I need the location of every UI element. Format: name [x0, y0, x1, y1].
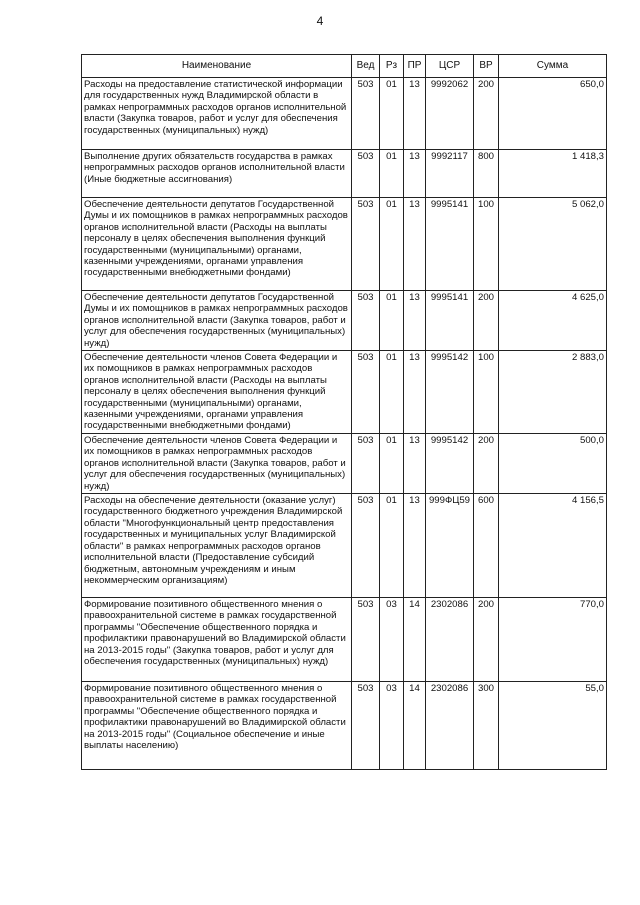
- table-row: [82, 291, 607, 351]
- row-rz: 01: [380, 78, 404, 150]
- row-rz: 01: [380, 150, 404, 198]
- row-rz: 01: [380, 351, 404, 434]
- header-pr: ПР: [404, 55, 426, 78]
- row-rz: 01: [380, 198, 404, 291]
- row-vr: 100: [474, 351, 499, 434]
- row-rz: 01: [380, 291, 404, 351]
- header-csr: ЦСР: [426, 55, 474, 78]
- row-pr: 13: [404, 78, 426, 150]
- table-row: [82, 434, 607, 494]
- row-ved: 503: [352, 682, 380, 770]
- row-pr: 13: [404, 494, 426, 598]
- row-ved: 503: [352, 78, 380, 150]
- row-pr: 13: [404, 150, 426, 198]
- header-ved: Вед: [352, 55, 380, 78]
- header-rz: Рз: [380, 55, 404, 78]
- row-name: Обеспечение деятельности депутатов Государственной Думы и их помощников в рамках непрограммных расходов органов исполнительной власти (Закупка товаров, работ и услуг для обеспечения государственных (муниципальных) нужд): [82, 291, 352, 351]
- row-name: Обеспечение деятельности членов Совета Федерации и их помощников в рамках непрограммных расходов органов исполнительной власти (Закупка товаров, работ и услуг для обеспечения государственных (муниципальных) нужд): [82, 434, 352, 494]
- row-pr: 14: [404, 598, 426, 682]
- row-csr: 9995142: [426, 351, 474, 434]
- row-pr: 14: [404, 682, 426, 770]
- page-number: 4: [316, 14, 324, 28]
- row-name: Расходы на предоставление статистической информации для государственных нужд Владимирской области в рамках непрограммных расходов органов исполнительной власти (Закупка товаров, работ и услуг для обеспечения государственных (муниципальных) нужд): [82, 78, 352, 150]
- row-pr: 13: [404, 291, 426, 351]
- table-row: [82, 598, 607, 682]
- row-ved: 503: [352, 494, 380, 598]
- table-row: [82, 198, 607, 291]
- row-sum: 650,0: [499, 78, 607, 150]
- row-name: Формирование позитивного общественного мнения о правоохранительной системе в рамках государственной программы "Обеспечение общественного порядка и профилактики правонарушений во Владимирской области на 2013-2015 годы" (Закупка товаров, работ и услуг для обеспечения государственных (муниципальных) нужд): [82, 598, 352, 682]
- row-rz: 03: [380, 598, 404, 682]
- row-ved: 503: [352, 351, 380, 434]
- row-ved: 503: [352, 291, 380, 351]
- row-vr: 200: [474, 434, 499, 494]
- row-ved: 503: [352, 150, 380, 198]
- row-sum: 4 625,0: [499, 291, 607, 351]
- row-name: Обеспечение деятельности членов Совета Федерации и их помощников в рамках непрограммных расходов органов исполнительной власти (Расходы на выплаты персоналу в целях обеспечения выполнения функций государственными (муниципальными) органами, казенными учреждениями, органами управления государственными внебюджетными фондами): [82, 351, 352, 434]
- table-row: [82, 150, 607, 198]
- row-vr: 600: [474, 494, 499, 598]
- header-sum: Сумма: [499, 55, 607, 78]
- row-vr: 100: [474, 198, 499, 291]
- row-pr: 13: [404, 351, 426, 434]
- row-name: Выполнение других обязательств государства в рамках непрограммных расходов органов исполнительной власти (Иные бюджетные ассигнования): [82, 150, 352, 198]
- header-vr: ВР: [474, 55, 499, 78]
- row-pr: 13: [404, 434, 426, 494]
- row-ved: 503: [352, 434, 380, 494]
- table-header-row: [82, 55, 607, 78]
- row-csr: 9995142: [426, 434, 474, 494]
- table-row: [82, 78, 607, 150]
- header-name: Наименование: [82, 55, 352, 78]
- table-row: [82, 682, 607, 770]
- row-ved: 503: [352, 198, 380, 291]
- row-sum: 2 883,0: [499, 351, 607, 434]
- table-row: [82, 494, 607, 598]
- row-sum: 770,0: [499, 598, 607, 682]
- row-csr: 2302086: [426, 598, 474, 682]
- row-ved: 503: [352, 598, 380, 682]
- row-name: Расходы на обеспечение деятельности (оказание услуг) государственного бюджетного учреждения Владимирской области "Многофункциональный центр предоставления государственных и муниципальных услуг Владимирской области" в рамках непрограммных расходов органов исполнительной власти (Предоставление субсидий бюджетным, автономным учреждениям и иным некоммерческим организациям): [82, 494, 352, 598]
- row-name: Формирование позитивного общественного мнения о правоохранительной системе в рамках государственной программы "Обеспечение общественного порядка и профилактики правонарушений во Владимирской области на 2013-2015 годы" (Социальное обеспечение и иные выплаты населению): [82, 682, 352, 770]
- row-csr: 9995141: [426, 291, 474, 351]
- row-csr: 9992062: [426, 78, 474, 150]
- row-csr: 9992117: [426, 150, 474, 198]
- row-sum: 55,0: [499, 682, 607, 770]
- row-sum: 5 062,0: [499, 198, 607, 291]
- row-rz: 03: [380, 682, 404, 770]
- row-vr: 200: [474, 291, 499, 351]
- row-rz: 01: [380, 494, 404, 598]
- row-sum: 1 418,3: [499, 150, 607, 198]
- row-pr: 13: [404, 198, 426, 291]
- row-name: Обеспечение деятельности депутатов Государственной Думы и их помощников в рамках непрограммных расходов органов исполнительной власти (Расходы на выплаты персоналу в целях обеспечения выполнения функций государственными (муниципальными) органами, казенными учреждениями, органами управления государственными внебюджетными фондами): [82, 198, 352, 291]
- row-vr: 300: [474, 682, 499, 770]
- row-rz: 01: [380, 434, 404, 494]
- row-csr: 2302086: [426, 682, 474, 770]
- row-csr: 9995141: [426, 198, 474, 291]
- table-row: [82, 351, 607, 434]
- row-vr: 800: [474, 150, 499, 198]
- budget-table: [81, 54, 607, 770]
- row-vr: 200: [474, 78, 499, 150]
- row-vr: 200: [474, 598, 499, 682]
- row-sum: 4 156,5: [499, 494, 607, 598]
- row-csr: 999ФЦ59: [426, 494, 474, 598]
- row-sum: 500,0: [499, 434, 607, 494]
